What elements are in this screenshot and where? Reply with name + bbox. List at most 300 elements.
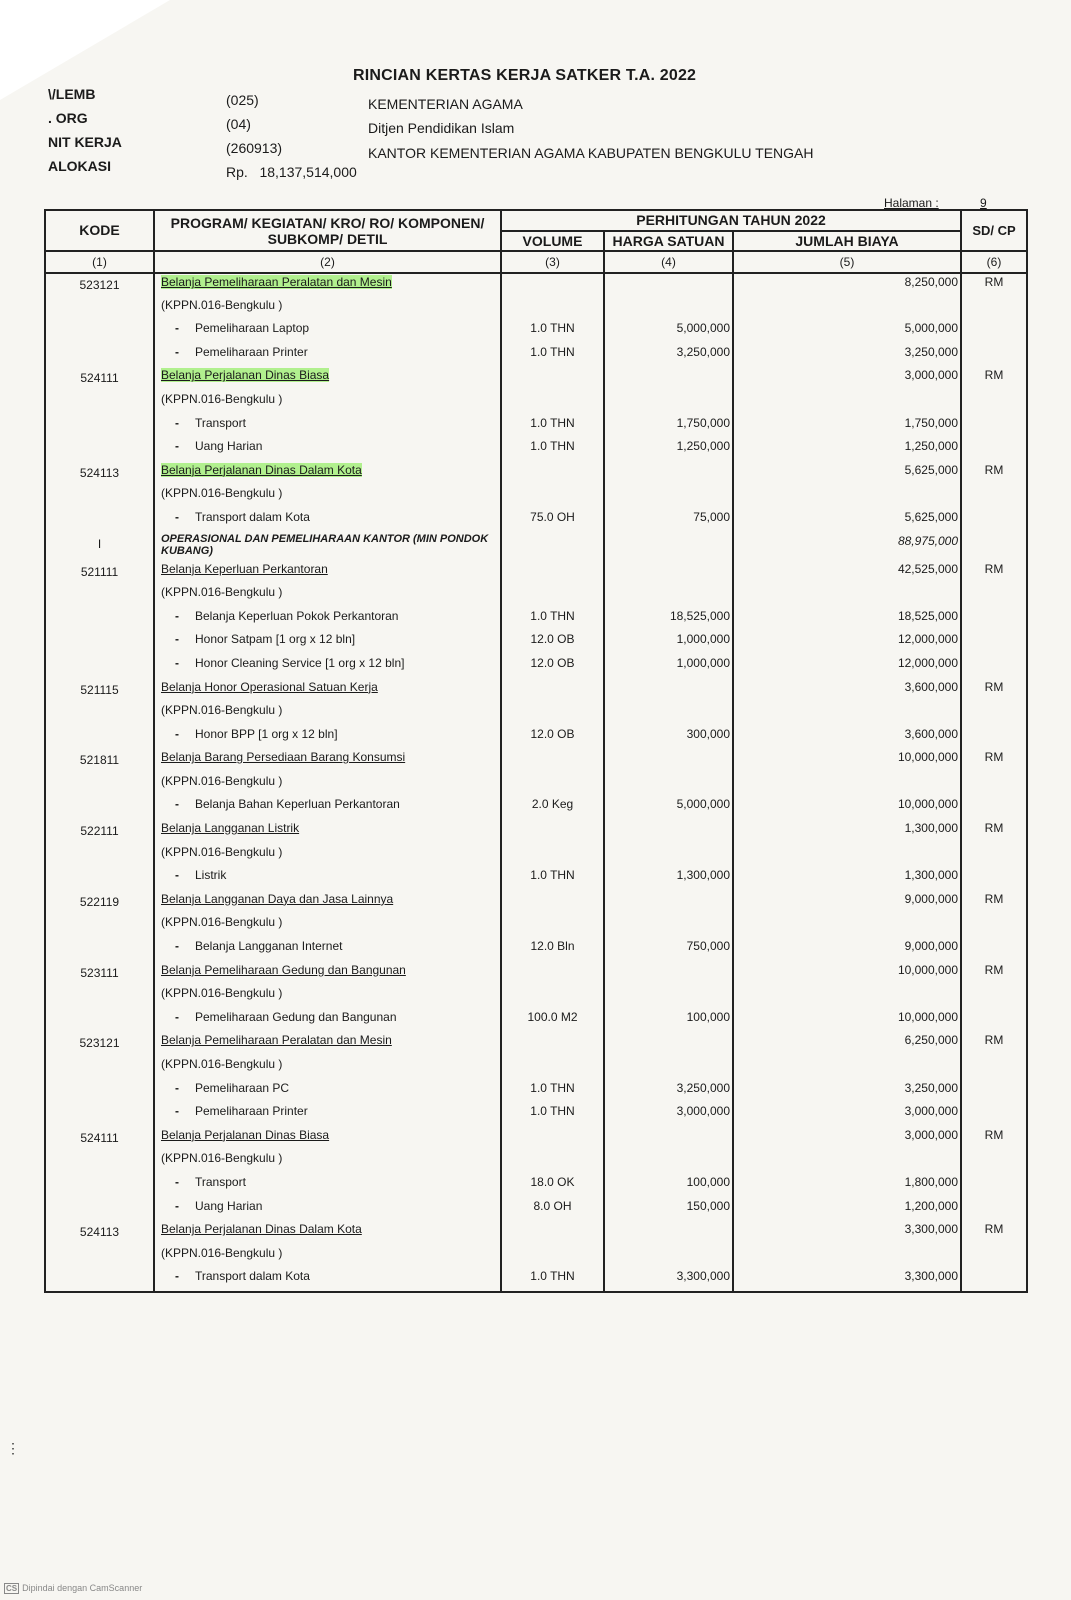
- account-row: [45, 367, 1027, 391]
- harga-satuan-cell: [604, 485, 733, 509]
- jumlah-biaya-cell: 1,800,000: [733, 1174, 961, 1198]
- harga-satuan-cell: [604, 1245, 733, 1269]
- account-code: [45, 867, 154, 891]
- account-code: [45, 509, 154, 533]
- account-name: Belanja Perjalanan Dinas Dalam Kota: [161, 462, 362, 477]
- harga-satuan-cell: 1,000,000: [604, 655, 733, 679]
- item-description: - Transport dalam Kota: [161, 510, 310, 524]
- page-number-label: Halaman :: [884, 196, 939, 210]
- account-code: [45, 1103, 154, 1127]
- jumlah-biaya-cell: 12,000,000: [733, 631, 961, 655]
- volume-cell: [501, 297, 604, 321]
- harga-satuan-cell: [604, 391, 733, 415]
- header-code-lemb: (025): [226, 92, 259, 108]
- column-number: (1): [45, 251, 154, 273]
- sd-cp-cell: [961, 485, 1027, 509]
- sd-cp-cell: [961, 391, 1027, 415]
- program-cell: [154, 891, 501, 915]
- header-kode: KODE: [45, 210, 154, 251]
- volume-cell: 1.0 THN: [501, 415, 604, 439]
- harga-satuan-cell: 100,000: [604, 1009, 733, 1033]
- sd-cp-cell: [961, 726, 1027, 750]
- account-code: [45, 773, 154, 797]
- jumlah-biaya-cell: [733, 773, 961, 797]
- account-code: 524111: [45, 367, 154, 391]
- program-cell: [154, 1174, 501, 1198]
- program-cell: [154, 749, 501, 773]
- program-cell: [154, 1245, 501, 1269]
- detail-row: [45, 344, 1027, 368]
- harga-satuan-cell: [604, 1150, 733, 1174]
- jumlah-biaya-cell: 3,600,000: [733, 679, 961, 703]
- program-cell: [154, 1056, 501, 1080]
- harga-satuan-cell: [604, 773, 733, 797]
- account-code: 522111: [45, 820, 154, 844]
- detail-row: [45, 1103, 1027, 1127]
- account-code: [45, 655, 154, 679]
- jumlah-biaya-cell: 18,525,000: [733, 608, 961, 632]
- item-description: - Pemeliharaan Gedung dan Bangunan: [161, 1010, 397, 1024]
- account-code: 524113: [45, 1221, 154, 1245]
- kppn-row: [45, 1245, 1027, 1269]
- detail-row: [45, 1268, 1027, 1292]
- program-cell: [154, 1032, 501, 1056]
- item-description: - Honor Satpam [1 org x 12 bln]: [161, 632, 355, 646]
- account-name: Belanja Honor Operasional Satuan Kerja: [161, 679, 378, 694]
- program-cell: [154, 796, 501, 820]
- detail-row: [45, 867, 1027, 891]
- sd-cp-cell: [961, 914, 1027, 938]
- jumlah-biaya-cell: 9,000,000: [733, 891, 961, 915]
- account-name: Belanja Perjalanan Dinas Biasa: [161, 1127, 330, 1142]
- volume-cell: [501, 485, 604, 509]
- item-description: - Uang Harian: [161, 1199, 262, 1213]
- kppn-label: (KPPN.016-Bengkulu ): [161, 585, 283, 600]
- jumlah-biaya-cell: [733, 985, 961, 1009]
- sd-cp-cell: [961, 415, 1027, 439]
- header-name-lemb: KEMENTERIAN AGAMA: [368, 96, 523, 112]
- volume-cell: 75.0 OH: [501, 509, 604, 533]
- sd-cp-cell: RM: [961, 367, 1027, 391]
- harga-satuan-cell: [604, 985, 733, 1009]
- sd-cp-cell: RM: [961, 679, 1027, 703]
- jumlah-biaya-cell: 1,750,000: [733, 415, 961, 439]
- section-title: OPERASIONAL DAN PEMELIHARAAN KANTOR (MIN PONDOK KUBANG): [161, 532, 489, 557]
- header-label-alokasi: ALOKASI: [48, 158, 111, 174]
- harga-satuan-cell: [604, 749, 733, 773]
- kppn-row: [45, 485, 1027, 509]
- item-description: - Uang Harian: [161, 439, 262, 453]
- header-name-unit-kerja: KANTOR KEMENTERIAN AGAMA KABUPATEN BENGKULU TENGAH: [368, 145, 814, 161]
- account-row: [45, 891, 1027, 915]
- kppn-label: (KPPN.016-Bengkulu ): [161, 915, 283, 930]
- jumlah-biaya-cell: [733, 391, 961, 415]
- account-code: [45, 485, 154, 509]
- header-jumlah-biaya: JUMLAH BIAYA: [733, 231, 961, 251]
- kppn-label: (KPPN.016-Bengkulu ): [161, 297, 283, 312]
- account-code: [45, 584, 154, 608]
- harga-satuan-cell: 3,000,000: [604, 1103, 733, 1127]
- jumlah-biaya-cell: 10,000,000: [733, 1009, 961, 1033]
- harga-satuan-cell: [604, 679, 733, 703]
- account-name: Belanja Pemeliharaan Gedung dan Bangunan: [161, 962, 406, 977]
- sd-cp-cell: RM: [961, 749, 1027, 773]
- sd-cp-cell: RM: [961, 1032, 1027, 1056]
- jumlah-biaya-cell: 1,300,000: [733, 820, 961, 844]
- volume-cell: [501, 1127, 604, 1151]
- volume-cell: [501, 1245, 604, 1269]
- harga-satuan-cell: [604, 297, 733, 321]
- item-description: - Belanja Langganan Internet: [161, 939, 342, 953]
- account-code: [45, 344, 154, 368]
- volume-cell: 1.0 THN: [501, 438, 604, 462]
- program-cell: [154, 1198, 501, 1222]
- kppn-label: (KPPN.016-Bengkulu ): [161, 1057, 283, 1071]
- harga-satuan-cell: 75,000: [604, 509, 733, 533]
- kppn-label: (KPPN.016-Bengkulu ): [161, 391, 283, 406]
- column-number: (4): [604, 251, 733, 273]
- jumlah-biaya-cell: 3,250,000: [733, 344, 961, 368]
- kppn-row: [45, 844, 1027, 868]
- account-row: [45, 749, 1027, 773]
- volume-cell: 2.0 Keg: [501, 796, 604, 820]
- program-cell: [154, 561, 501, 585]
- program-cell: [154, 584, 501, 608]
- sd-cp-cell: [961, 796, 1027, 820]
- program-cell: [154, 655, 501, 679]
- jumlah-biaya-cell: [733, 702, 961, 726]
- account-row: [45, 1221, 1027, 1245]
- item-description: - Belanja Bahan Keperluan Perkantoran: [161, 797, 400, 811]
- sd-cp-cell: [961, 509, 1027, 533]
- sd-cp-cell: [961, 1174, 1027, 1198]
- volume-cell: [501, 962, 604, 986]
- volume-cell: 1.0 THN: [501, 320, 604, 344]
- harga-satuan-cell: [604, 462, 733, 486]
- sd-cp-cell: [961, 1056, 1027, 1080]
- sd-cp-cell: [961, 631, 1027, 655]
- jumlah-biaya-cell: 42,525,000: [733, 561, 961, 585]
- volume-cell: 8.0 OH: [501, 1198, 604, 1222]
- account-row: [45, 1127, 1027, 1151]
- volume-cell: [501, 462, 604, 486]
- program-cell: [154, 631, 501, 655]
- harga-satuan-cell: [604, 367, 733, 391]
- header-label-unit-kerja: NIT KERJA: [48, 134, 122, 150]
- detail-row: [45, 509, 1027, 533]
- sd-cp-cell: [961, 297, 1027, 321]
- kppn-label: (KPPN.016-Bengkulu ): [161, 844, 283, 859]
- volume-cell: [501, 773, 604, 797]
- item-description: - Listrik: [161, 868, 226, 882]
- column-number: (3): [501, 251, 604, 273]
- document-title: RINCIAN KERTAS KERJA SATKER T.A. 2022: [353, 67, 697, 84]
- sd-cp-cell: [961, 438, 1027, 462]
- volume-cell: [501, 561, 604, 585]
- account-code: [45, 1198, 154, 1222]
- harga-satuan-cell: [604, 584, 733, 608]
- program-cell: [154, 985, 501, 1009]
- volume-cell: 1.0 THN: [501, 1103, 604, 1127]
- account-code: 524113: [45, 462, 154, 486]
- account-code: 523111: [45, 962, 154, 986]
- jumlah-biaya-cell: 3,300,000: [733, 1268, 961, 1292]
- volume-cell: [501, 273, 604, 297]
- jumlah-biaya-cell: [733, 914, 961, 938]
- account-name: Belanja Perjalanan Dinas Dalam Kota: [161, 1222, 362, 1237]
- program-cell: [154, 820, 501, 844]
- account-code: [45, 938, 154, 962]
- program-cell: [154, 1103, 501, 1127]
- volume-cell: [501, 844, 604, 868]
- detail-row: [45, 796, 1027, 820]
- section-row: [45, 533, 1027, 561]
- sd-cp-cell: RM: [961, 820, 1027, 844]
- harga-satuan-cell: [604, 891, 733, 915]
- sd-cp-cell: RM: [961, 891, 1027, 915]
- sd-cp-cell: [961, 1103, 1027, 1127]
- harga-satuan-cell: 1,750,000: [604, 415, 733, 439]
- detail-row: [45, 1198, 1027, 1222]
- detail-row: [45, 1080, 1027, 1104]
- harga-satuan-cell: 1,000,000: [604, 631, 733, 655]
- program-cell: [154, 608, 501, 632]
- account-code: [45, 438, 154, 462]
- jumlah-biaya-cell: 5,625,000: [733, 462, 961, 486]
- jumlah-biaya-cell: 3,600,000: [733, 726, 961, 750]
- kppn-label: (KPPN.016-Bengkulu ): [161, 1151, 283, 1166]
- sd-cp-cell: RM: [961, 561, 1027, 585]
- jumlah-biaya-cell: 1,200,000: [733, 1198, 961, 1222]
- program-cell: [154, 320, 501, 344]
- jumlah-biaya-cell: 88,975,000: [733, 533, 961, 561]
- jumlah-biaya-cell: 12,000,000: [733, 655, 961, 679]
- header-label-lemb: \/LEMB: [48, 86, 96, 102]
- page-corner-fold: [0, 0, 170, 100]
- jumlah-biaya-cell: [733, 485, 961, 509]
- account-code: [45, 1268, 154, 1292]
- volume-cell: [501, 1056, 604, 1080]
- account-code: I: [45, 533, 154, 561]
- jumlah-biaya-cell: [733, 844, 961, 868]
- volume-cell: 12.0 OB: [501, 631, 604, 655]
- jumlah-biaya-cell: 10,000,000: [733, 796, 961, 820]
- account-code: [45, 608, 154, 632]
- program-cell: [154, 1221, 501, 1245]
- account-row: [45, 462, 1027, 486]
- program-cell: [154, 485, 501, 509]
- detail-row: [45, 726, 1027, 750]
- program-cell: [154, 773, 501, 797]
- column-number-row: [45, 251, 1027, 273]
- header-code-unit-kerja: (260913): [226, 140, 283, 156]
- header-perhitungan: PERHITUNGAN TAHUN 2022: [501, 210, 961, 231]
- kppn-row: [45, 584, 1027, 608]
- account-row: [45, 1032, 1027, 1056]
- harga-satuan-cell: [604, 1127, 733, 1151]
- jumlah-biaya-cell: [733, 1150, 961, 1174]
- jumlah-biaya-cell: 8,250,000: [733, 273, 961, 297]
- account-code: [45, 1245, 154, 1269]
- harga-satuan-cell: [604, 844, 733, 868]
- account-name: Belanja Pemeliharaan Peralatan dan Mesin: [161, 1033, 392, 1048]
- jumlah-biaya-cell: 10,000,000: [733, 962, 961, 986]
- jumlah-biaya-cell: [733, 1245, 961, 1269]
- account-code: [45, 1080, 154, 1104]
- harga-satuan-cell: [604, 820, 733, 844]
- account-code: [45, 415, 154, 439]
- item-description: - Pemeliharaan PC: [161, 1081, 289, 1095]
- account-name: Belanja Barang Persediaan Barang Konsumsi: [161, 750, 406, 765]
- harga-satuan-cell: 1,300,000: [604, 867, 733, 891]
- item-description: - Transport: [161, 1175, 246, 1189]
- detail-row: [45, 631, 1027, 655]
- program-cell: [154, 438, 501, 462]
- sd-cp-cell: [961, 1268, 1027, 1292]
- column-number: (5): [733, 251, 961, 273]
- item-description: - Pemeliharaan Printer: [161, 345, 308, 359]
- account-code: [45, 320, 154, 344]
- sd-cp-cell: [961, 1080, 1027, 1104]
- harga-satuan-cell: 3,300,000: [604, 1268, 733, 1292]
- volume-cell: [501, 1032, 604, 1056]
- volume-cell: [501, 391, 604, 415]
- program-cell: [154, 679, 501, 703]
- volume-cell: [501, 820, 604, 844]
- item-description: - Honor BPP [1 org x 12 bln]: [161, 727, 338, 741]
- account-name: Belanja Langganan Listrik: [161, 821, 300, 836]
- account-name: Belanja Keperluan Perkantoran: [161, 561, 328, 576]
- kppn-row: [45, 391, 1027, 415]
- program-cell: [154, 914, 501, 938]
- header-name-org: Ditjen Pendidikan Islam: [368, 120, 515, 136]
- account-code: [45, 1009, 154, 1033]
- item-description: - Transport: [161, 416, 246, 430]
- program-cell: [154, 1268, 501, 1292]
- account-row: [45, 962, 1027, 986]
- kppn-label: (KPPN.016-Bengkulu ): [161, 703, 283, 718]
- jumlah-biaya-cell: 5,625,000: [733, 509, 961, 533]
- harga-satuan-cell: [604, 1032, 733, 1056]
- sd-cp-cell: [961, 1009, 1027, 1033]
- sd-cp-cell: [961, 320, 1027, 344]
- item-description: - Belanja Keperluan Pokok Perkantoran: [161, 609, 398, 623]
- account-name: Belanja Pemeliharaan Peralatan dan Mesin: [161, 275, 392, 289]
- jumlah-biaya-cell: 6,250,000: [733, 1032, 961, 1056]
- jumlah-biaya-cell: 1,250,000: [733, 438, 961, 462]
- sd-cp-cell: [961, 938, 1027, 962]
- header-sd-cp: SD/ CP: [961, 210, 1027, 251]
- program-cell: [154, 1009, 501, 1033]
- sd-cp-cell: RM: [961, 462, 1027, 486]
- volume-cell: [501, 749, 604, 773]
- column-number: (2): [154, 251, 501, 273]
- program-cell: [154, 726, 501, 750]
- harga-satuan-cell: 3,250,000: [604, 344, 733, 368]
- header-alokasi-amount: Rp. 18,137,514,000: [226, 164, 357, 180]
- volume-cell: [501, 533, 604, 561]
- jumlah-biaya-cell: 3,300,000: [733, 1221, 961, 1245]
- item-description: - Pemeliharaan Printer: [161, 1104, 308, 1118]
- column-number: (6): [961, 251, 1027, 273]
- volume-cell: 1.0 THN: [501, 1080, 604, 1104]
- scan-mark: ⋮: [6, 1440, 20, 1456]
- header-program: PROGRAM/ KEGIATAN/ KRO/ RO/ KOMPONEN/ SUBKOMP/ DETIL: [154, 210, 501, 251]
- volume-cell: [501, 679, 604, 703]
- harga-satuan-cell: [604, 1221, 733, 1245]
- kppn-row: [45, 985, 1027, 1009]
- jumlah-biaya-cell: [733, 1056, 961, 1080]
- sd-cp-cell: RM: [961, 1221, 1027, 1245]
- volume-cell: [501, 914, 604, 938]
- harga-satuan-cell: [604, 702, 733, 726]
- jumlah-biaya-cell: [733, 584, 961, 608]
- header-label-org: . ORG: [48, 110, 88, 126]
- scanner-watermark-text: Dipindai dengan CamScanner: [22, 1583, 143, 1593]
- sd-cp-cell: [961, 533, 1027, 561]
- jumlah-biaya-cell: 3,000,000: [733, 367, 961, 391]
- sd-cp-cell: RM: [961, 273, 1027, 297]
- account-code: [45, 726, 154, 750]
- page-number-value: 9: [980, 196, 987, 210]
- volume-cell: [501, 1150, 604, 1174]
- detail-row: [45, 608, 1027, 632]
- program-cell: [154, 1080, 501, 1104]
- program-cell: [154, 391, 501, 415]
- program-cell: [154, 462, 501, 486]
- detail-row: [45, 1009, 1027, 1033]
- item-description: - Pemeliharaan Laptop: [161, 321, 309, 335]
- account-code: [45, 702, 154, 726]
- account-code: 521111: [45, 561, 154, 585]
- volume-cell: [501, 891, 604, 915]
- detail-row: [45, 438, 1027, 462]
- program-cell: [154, 344, 501, 368]
- harga-satuan-cell: [604, 914, 733, 938]
- account-code: [45, 985, 154, 1009]
- sd-cp-cell: [961, 844, 1027, 868]
- header-volume: VOLUME: [501, 231, 604, 251]
- detail-row: [45, 938, 1027, 962]
- account-code: [45, 1150, 154, 1174]
- sd-cp-cell: [961, 773, 1027, 797]
- sd-cp-cell: [961, 584, 1027, 608]
- kppn-row: [45, 1056, 1027, 1080]
- harga-satuan-cell: 300,000: [604, 726, 733, 750]
- account-code: [45, 631, 154, 655]
- volume-cell: 1.0 THN: [501, 344, 604, 368]
- volume-cell: 12.0 OB: [501, 726, 604, 750]
- budget-rows: [45, 273, 1027, 1292]
- page-number: [884, 196, 987, 210]
- account-row: [45, 820, 1027, 844]
- program-cell: [154, 1127, 501, 1151]
- sd-cp-cell: [961, 608, 1027, 632]
- account-code: 523121: [45, 1032, 154, 1056]
- kppn-label: (KPPN.016-Bengkulu ): [161, 773, 283, 788]
- volume-cell: [501, 985, 604, 1009]
- header-harga-satuan: HARGA SATUAN: [604, 231, 733, 251]
- jumlah-biaya-cell: [733, 297, 961, 321]
- jumlah-biaya-cell: 3,000,000: [733, 1103, 961, 1127]
- volume-cell: 12.0 OB: [501, 655, 604, 679]
- header-code-org: (04): [226, 116, 251, 132]
- program-cell: [154, 273, 501, 297]
- kppn-row: [45, 297, 1027, 321]
- harga-satuan-cell: 5,000,000: [604, 796, 733, 820]
- volume-cell: [501, 1221, 604, 1245]
- harga-satuan-cell: [604, 533, 733, 561]
